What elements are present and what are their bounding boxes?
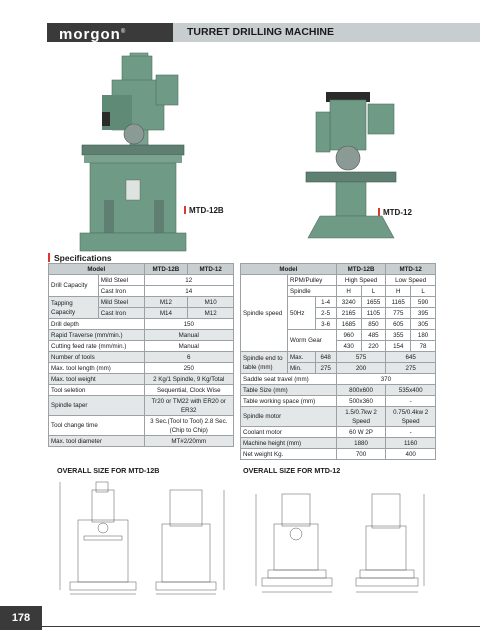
table-row	[49, 396, 234, 416]
row-value: H	[336, 286, 361, 297]
row-label: Number of tools	[49, 352, 145, 363]
table-row	[241, 438, 436, 449]
row-sublabel: 1-4	[315, 297, 336, 308]
row-label: Tapping Capacity	[49, 297, 99, 319]
row-value: 355	[386, 330, 411, 341]
photo-label-mtd-12	[378, 208, 412, 217]
table-row	[241, 374, 436, 385]
table-row	[241, 275, 436, 286]
row-sublabel: 2-5	[315, 308, 336, 319]
row-value: -	[386, 396, 436, 407]
row-value: 1880	[336, 438, 386, 449]
dimension-drawing-mtd-12b	[40, 480, 240, 600]
page-header	[0, 0, 480, 42]
row-value: 200	[336, 363, 386, 374]
row-value: 3 Sec.(Tool to Tool) 2.8 Sec.(Chip to Chip)	[144, 416, 234, 436]
row-label: Saddle seat travel (mm)	[241, 374, 337, 385]
row-sublabel: Cast Iron	[98, 286, 144, 297]
row-value: 2165	[336, 308, 361, 319]
page-title: TURRET DRILLING MACHINE	[173, 23, 480, 42]
header-model: Model	[49, 264, 145, 275]
header-mtd-12: MTD-12	[188, 264, 234, 275]
row-sublabel: 3-6	[315, 319, 336, 330]
row-value: M10	[188, 297, 234, 308]
table-row	[49, 436, 234, 447]
page-number: 178	[0, 606, 42, 630]
row-value: Sequential, Clock Wise	[144, 385, 234, 396]
row-label: Rapid Traverse (mm/min.)	[49, 330, 145, 341]
row-value: H	[386, 286, 411, 297]
row-value: 275	[315, 363, 336, 374]
overall-size-heading-mtd-12: OVERALL SIZE FOR MTD-12	[243, 466, 341, 475]
row-value: 370	[336, 374, 435, 385]
row-value: 0.75/0.4kw 2 Speed	[386, 407, 436, 427]
specifications-heading	[48, 253, 112, 263]
row-label: Drill Capacity	[49, 275, 99, 297]
row-sublabel: Min.	[288, 363, 316, 374]
photo-label-text: MTD-12B	[189, 206, 224, 215]
row-value: 12	[144, 275, 234, 286]
table-row	[49, 341, 234, 352]
table-row	[241, 352, 436, 363]
row-value: 485	[361, 330, 386, 341]
row-value: 78	[411, 341, 436, 352]
row-value: 590	[411, 297, 436, 308]
header-mtd-12b: MTD-12B	[144, 264, 188, 275]
row-label: Spindle motor	[241, 407, 337, 427]
row-label: Tool seletion	[49, 385, 145, 396]
row-value: 400	[386, 449, 436, 460]
row-value: 700	[336, 449, 386, 460]
row-value: 220	[361, 341, 386, 352]
row-label: Max. tool diameter	[49, 436, 145, 447]
table-row	[241, 427, 436, 438]
table-row	[241, 396, 436, 407]
footer-rule	[42, 626, 480, 627]
row-value: M12	[144, 297, 188, 308]
label-accent-bar	[378, 208, 380, 216]
table-row	[241, 385, 436, 396]
row-sublabel: Spindle	[288, 286, 337, 297]
row-value: 775	[386, 308, 411, 319]
row-label: Table Size (mm)	[241, 385, 337, 396]
row-sublabel: Worm Gear	[288, 330, 337, 352]
row-value: 14	[144, 286, 234, 297]
row-value: 180	[411, 330, 436, 341]
row-value: 6	[144, 352, 234, 363]
table-row	[241, 449, 436, 460]
row-value: Low Speed	[386, 275, 436, 286]
row-label: Machine height (mm)	[241, 438, 337, 449]
row-value: 850	[361, 319, 386, 330]
row-value: 605	[386, 319, 411, 330]
row-value: -	[386, 427, 436, 438]
header-model: Model	[241, 264, 337, 275]
table-row	[49, 330, 234, 341]
header-mtd-12b: MTD-12B	[336, 264, 386, 275]
row-label: Coolant motor	[241, 427, 337, 438]
row-value: 150	[144, 319, 234, 330]
row-sublabel: Mild Steel	[98, 297, 144, 308]
heading-accent-bar	[48, 253, 50, 262]
row-value: M14	[144, 308, 188, 319]
row-value: 1.5/0.7kw 2 Speed	[336, 407, 386, 427]
spec-table-left	[48, 263, 234, 447]
table-row	[49, 385, 234, 396]
row-value: Manual	[144, 341, 234, 352]
table-row	[49, 374, 234, 385]
header-mtd-12: MTD-12	[386, 264, 436, 275]
row-value: L	[361, 286, 386, 297]
table-row	[49, 416, 234, 436]
photo-label-mtd-12b	[184, 206, 224, 215]
photo-label-text: MTD-12	[383, 208, 412, 217]
row-value: 305	[411, 319, 436, 330]
overall-size-heading-mtd-12b: OVERALL SIZE FOR MTD-12B	[57, 466, 160, 475]
row-label: Drill depth	[49, 319, 145, 330]
table-row	[241, 407, 436, 427]
row-value: 1160	[386, 438, 436, 449]
row-value: 250	[144, 363, 234, 374]
row-value: 275	[386, 363, 436, 374]
row-value: Tr20 or TM22 with ER20 or ER32	[144, 396, 234, 416]
brand-mark: ®	[120, 29, 126, 35]
row-value: High Speed	[336, 275, 386, 286]
row-label: Cutting feed rate (mm/min.)	[49, 341, 145, 352]
row-value: 648	[315, 352, 336, 363]
row-value: 645	[386, 352, 436, 363]
spec-table-right	[240, 263, 436, 460]
row-value: 960	[336, 330, 361, 341]
label-accent-bar	[184, 206, 186, 214]
row-value: 575	[336, 352, 386, 363]
machine-photo-mtd-12	[290, 92, 412, 242]
row-label: Spindle speed	[241, 275, 288, 352]
row-value: MT#2/20mm	[144, 436, 234, 447]
row-value: 395	[411, 308, 436, 319]
row-sublabel: Mild Steel	[98, 275, 144, 286]
row-value: 535x400	[386, 385, 436, 396]
dimension-drawing-mtd-12	[244, 480, 444, 600]
table-row	[49, 319, 234, 330]
drawing-mtd-12-svg	[244, 480, 444, 600]
table-row	[49, 352, 234, 363]
row-label: Max. tool weight	[49, 374, 145, 385]
row-sublabel: Max.	[288, 352, 316, 363]
row-value: 1685	[336, 319, 361, 330]
row-value: 1165	[386, 297, 411, 308]
row-sublabel: Cast Iron	[98, 308, 144, 319]
table-header-row	[49, 264, 234, 275]
row-value: Manual	[144, 330, 234, 341]
row-value: 430	[336, 341, 361, 352]
row-value: 2 Kg/1 Spindle, 9 Kg/Total	[144, 374, 234, 385]
specifications-heading-text: Specifications	[54, 253, 112, 263]
brand-name: morgon	[59, 26, 121, 43]
row-value: 60 W 2P	[336, 427, 386, 438]
row-label: Tool change time	[49, 416, 145, 436]
table-row	[49, 297, 234, 308]
row-label: Net weight Kg.	[241, 449, 337, 460]
row-label: Table working space (mm)	[241, 396, 337, 407]
row-value: L	[411, 286, 436, 297]
row-label: Max. tool length (mm)	[49, 363, 145, 374]
machine-photo-mtd-12b	[72, 50, 194, 260]
row-value: 800x600	[336, 385, 386, 396]
row-value: 500x360	[336, 396, 386, 407]
drawing-mtd-12b-svg	[40, 480, 240, 600]
row-sublabel: RPM/Pulley	[288, 275, 337, 286]
brand-logo	[47, 23, 173, 42]
machine-mtd-12-illustration	[290, 92, 412, 242]
table-header-row	[241, 264, 436, 275]
row-value: M12	[188, 308, 234, 319]
row-value: 3240	[336, 297, 361, 308]
table-row	[49, 275, 234, 286]
machine-mtd-12b-illustration	[72, 50, 194, 260]
row-label: Spindle end to table (mm)	[241, 352, 288, 374]
row-value: 1105	[361, 308, 386, 319]
table-row	[49, 363, 234, 374]
row-label: Spindle taper	[49, 396, 145, 416]
row-value: 154	[386, 341, 411, 352]
row-value: 1655	[361, 297, 386, 308]
row-sublabel: 50Hz	[288, 297, 316, 330]
